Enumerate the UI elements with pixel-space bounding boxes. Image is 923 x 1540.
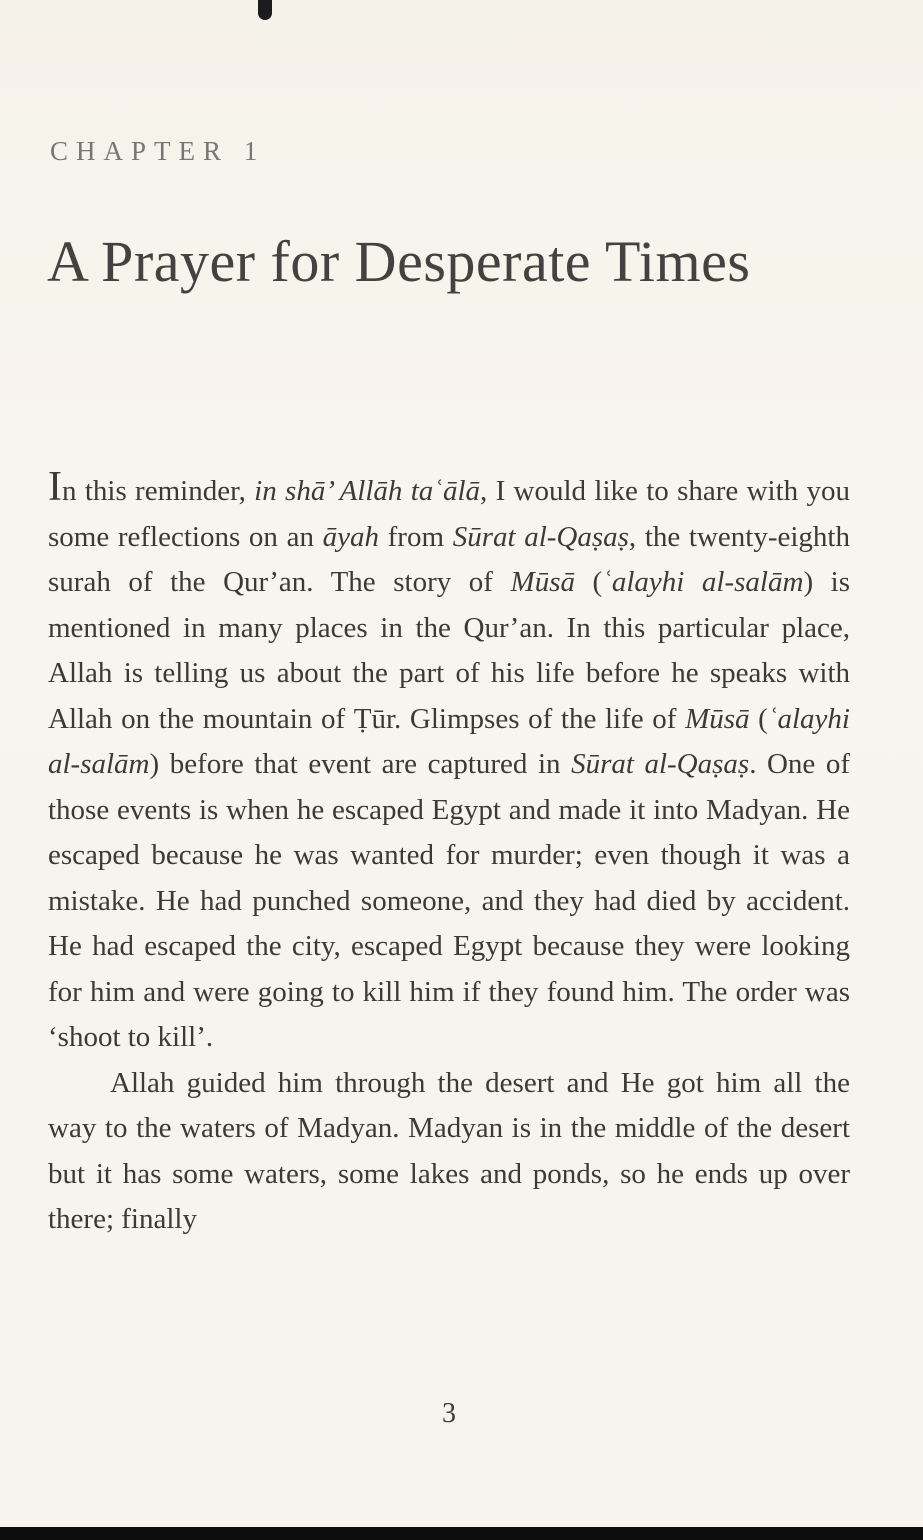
- text-segment: ) is mentioned in many places in the Qur’an. In this particular place, Allah is telling us about the part of his life before he speaks with Allah on the mountain of Ṭūr. Glimpses of the life of: [48, 566, 851, 735]
- text-segment: , I would like to share with you some reflections on an: [48, 475, 850, 553]
- chapter-label: CHAPTER 1: [50, 136, 266, 166]
- text-segment: from: [378, 520, 453, 553]
- text-segment-italic: ʿalayhi al-salām: [602, 566, 804, 598]
- text-segment-italic: Mūsā: [510, 566, 575, 598]
- text-segment: (: [574, 566, 603, 598]
- text-segment: ) before that event are captured in: [149, 748, 572, 780]
- text-segment: Allah guided him through the desert and He got him all the way to the waters of Madyan. Madyan is in the middle of the desert but it has some waters, some lakes and ponds, so he ends up over there; finally: [48, 1066, 850, 1235]
- page-number: 3: [442, 1398, 456, 1429]
- text-segment-italic: āyah: [322, 520, 379, 553]
- text-segment: (: [749, 702, 768, 735]
- text-segment-italic: in shā’ Allāh taʿālā: [254, 475, 480, 507]
- paragraph: [48, 1061, 850, 1243]
- text-segment: . One of those events is when he escaped Egypt and made it into Madyan. He escaped because he was wanted for murder; even though it was a mistake. He had punched someone, and they had died by accident. He had escaped the city, escaped Egypt because they were looking for him and were going to kill him if they found him. The order was ‘shoot to kill’.: [48, 748, 850, 1053]
- text-segment: , the twenty-eighth surah of the Qur’an. The story of: [48, 520, 850, 598]
- drop-cap: I: [48, 464, 62, 510]
- text-segment: n this reminder,: [62, 475, 255, 507]
- paragraph: [48, 466, 850, 1061]
- text-segment-italic: Mūsā: [685, 702, 750, 735]
- body-text: [48, 466, 850, 1243]
- page-title: A Prayer for Desperate Times: [47, 229, 751, 294]
- scan-artifact-speck: [258, 0, 272, 20]
- scan-artifact-bottom-edge: [0, 1527, 923, 1540]
- text-segment-italic: ʿalayhi al-salām: [48, 702, 850, 780]
- text-segment-italic: Sūrat al-Qaṣaṣ: [452, 520, 629, 553]
- text-segment-italic: Sūrat al-Qaṣaṣ: [571, 748, 750, 780]
